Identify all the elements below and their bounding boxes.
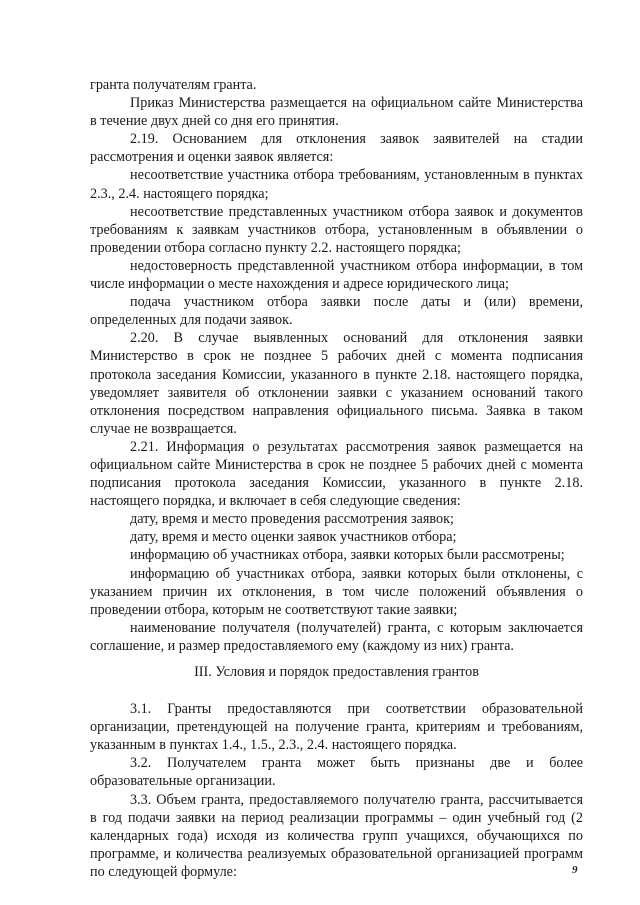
paragraph: гранта получателям гранта. — [90, 77, 257, 93]
paragraph: наименование получателя (получателей) гранта, с которым заключается соглашение, и размер предоставляемого ему (каждому из них) гранта. — [90, 619, 583, 654]
paragraph: информацию об участниках отбора, заявки которых были рассмотрены; — [130, 547, 565, 564]
paragraph: 3.2. Получателем гранта может быть признаны две и более образовательные организации. — [90, 755, 583, 790]
paragraph: 2.20. В случае выявленных оснований для отклонения заявки Министерство в срок не позднее 5 рабочих дней с момента подписания протокола заседания Комиссии, указанного в пункте 2.18. настоящего порядка, уведомляет заявителя об отклонении заявки с указанием оснований такого отклонения посредством направления официального письма. Заявка в таком случае не возвращается. — [90, 330, 583, 437]
paragraph: 2.19. Основанием для отклонения заявок заявителей на стадии рассмотрения и оценки заявок является: — [90, 131, 583, 166]
paragraph: 2.21. Информация о результатах рассмотрения заявок размещается на официальном сайте Министерства в срок не позднее 5 рабочих дней с момента подписания протокола заседания Комиссии, указанного в пункте 2.18. настоящего порядка, и включает в себя следующие сведения: — [90, 438, 583, 510]
paragraph: Приказ Министерства размещается на официальном сайте Министерства в течение двух дней со дня его принятия. — [90, 95, 583, 130]
paragraph: дату, время и место оценки заявок участников отбора; — [130, 529, 457, 546]
paragraph: 3.1. Гранты предоставляются при соответствии образовательной организации, претендующей на получение гранта, критериям и требованиям, указанным в пунктах 1.4., 1.5., 2.3., 2.4. настоящего порядка. — [90, 701, 583, 754]
paragraphs-before-heading — [90, 76, 583, 655]
paragraph: несоответствие представленных участником отбора заявок и документов требованиям к заявкам участников отбора, установленным в объявлении о проведении отбора согласно пункту 2.2. настоящего порядка; — [90, 203, 583, 256]
document-body — [90, 76, 583, 881]
paragraph: несоответствие участника отбора требованиям, установленным в пунктах 2.3., 2.4. настоящего порядка; — [90, 167, 583, 202]
paragraph: информацию об участниках отбора, заявки которых были отклонены, с указанием причин их отклонения, в том числе положений объявления о проведении отбора, которым не соответствуют такие заявки; — [90, 565, 583, 618]
section-heading: III. Условия и порядок предоставления грантов — [194, 664, 479, 680]
paragraphs-after-heading — [90, 700, 583, 881]
paragraph: недостоверность представленной участником отбора информации, в том числе информации о месте нахождения и адресе юридического лица; — [90, 257, 583, 293]
page-number: 9 — [572, 864, 578, 876]
paragraph: дату, время и место проведения рассмотрения заявок; — [130, 511, 454, 528]
paragraph: 3.3. Объем гранта, предоставляемого получателю гранта, рассчитывается в год подачи заявки на период реализации программы – один учебный год (2 календарных года) исходя из количества групп учащихся, обучающихся по программе, и количества реализуемых образовательной организацией программ по следующей формуле: — [90, 791, 583, 880]
paragraph: подача участником отбора заявки после даты и (или) времени, определенных для подачи заявок. — [90, 294, 583, 329]
